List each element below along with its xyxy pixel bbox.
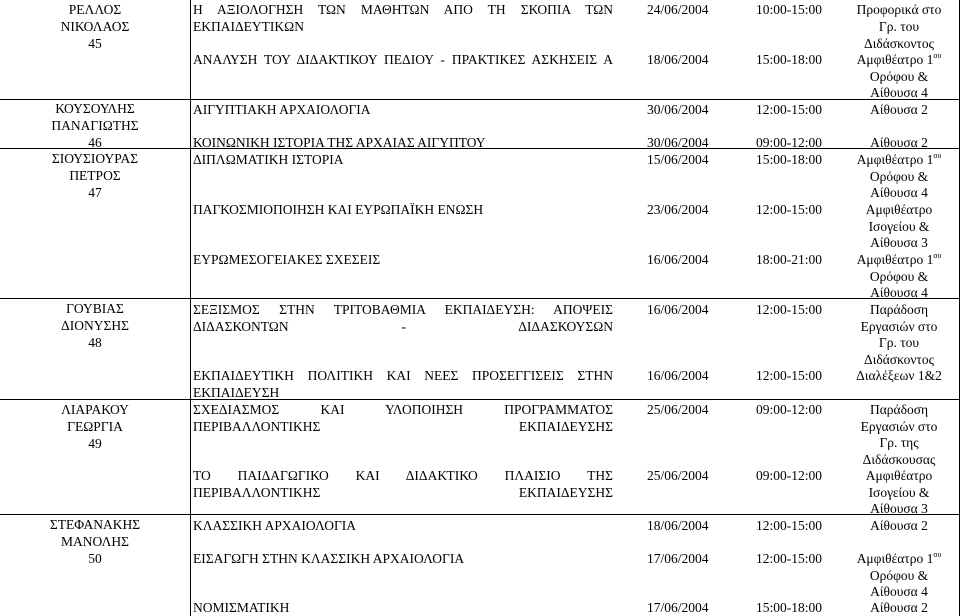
venue-line: Αίθουσα 4: [870, 285, 928, 300]
venue-line: Γρ. του: [878, 335, 920, 350]
venue-line: Αίθουσα 3: [870, 235, 928, 250]
course-title: ΠΑΓΚΟΣΜΙΟΠΟΙΗΣΗ ΚΑΙ ΕΥΡΩΠΑΪΚΗ ΕΝΩΣΗ: [193, 202, 484, 217]
exam-time: 12:00-15:00: [756, 202, 822, 217]
course-title: ΕΥΡΩΜΕΣΟΓΕΙΑΚΕΣ ΣΧΕΣΕΙΣ: [193, 252, 381, 267]
row-divider: [0, 514, 960, 515]
exam-time: 15:00-18:00: [756, 52, 822, 67]
column-divider: [190, 0, 191, 616]
student-surname: ΚΟΥΣΟΥΛΗΣ: [55, 101, 135, 116]
exam-date: 16/06/2004: [647, 368, 709, 383]
exam-date: 16/06/2004: [647, 302, 709, 317]
student-surname: ΓΟΥΒΙΑΣ: [66, 301, 124, 316]
venue-line: Αμφιθέατρο: [865, 202, 933, 217]
exam-date: 17/06/2004: [647, 600, 709, 615]
venue-line: Παράδοση: [869, 402, 929, 417]
venue-line: Ορόφου &: [869, 568, 929, 583]
exam-time: 09:00-12:00: [756, 135, 822, 150]
venue-line: Αίθουσα 4: [870, 584, 928, 599]
student-number: 45: [88, 36, 102, 51]
exam-time: 12:00-15:00: [756, 102, 822, 117]
exam-time: 12:00-15:00: [756, 368, 822, 383]
venue-line: Αίθουσα 2: [870, 600, 928, 615]
venue-line: Γρ. της: [879, 435, 919, 450]
course-title: ΑΙΓΥΠΤΙΑΚΗ ΑΡΧΑΙΟΛΟΓΙΑ: [193, 102, 371, 117]
venue-line: Αίθουσα 3: [870, 501, 928, 516]
student-surname: ΡΕΛΛΟΣ: [68, 2, 122, 17]
exam-date: 18/06/2004: [647, 518, 709, 533]
venue-line: Διδάσκουσας: [862, 452, 936, 467]
exam-time: 12:00-15:00: [756, 302, 822, 317]
venue-line: Εργασιών στο: [860, 319, 938, 334]
exam-time: 12:00-15:00: [756, 518, 822, 533]
exam-date: 15/06/2004: [647, 152, 709, 167]
exam-time: 15:00-18:00: [756, 152, 822, 167]
course-title: ΣΕΞΙΣΜΟΣ ΣΤΗΝ ΤΡΙΤΟΒΑΘΜΙΑ ΕΚΠΑΙΔΕΥΣΗ: ΑΠΟΨΕΙΣ ΔΙΔΑΣΚΟΝΤΩΝ - ΔΙΔΑΣΚΟΥΣΩΝ: [193, 302, 613, 334]
venue-line: Αίθουσα 4: [870, 85, 928, 100]
venue-line: Ορόφου &: [869, 69, 929, 84]
student-surname: ΣΤΕΦΑΝΑΚΗΣ: [49, 517, 141, 532]
venue-line: Ορόφου &: [869, 169, 929, 184]
exam-date: 25/06/2004: [647, 468, 709, 483]
venue-line: Αίθουσα 2: [870, 102, 928, 117]
row-divider: [0, 298, 960, 299]
exam-date: 17/06/2004: [647, 551, 709, 566]
course-title: ΕΙΣΑΓΩΓΗ ΣΤΗΝ ΚΛΑΣΣΙΚΗ ΑΡΧΑΙΟΛΟΓΙΑ: [193, 551, 465, 566]
exam-date: 30/06/2004: [647, 135, 709, 150]
student-surname: ΛΙΑΡΑΚΟΥ: [61, 402, 129, 417]
exam-time: 12:00-15:00: [756, 551, 822, 566]
student-number: 47: [88, 185, 102, 200]
student-number: 50: [88, 551, 102, 566]
course-title: ΕΚΠΑΙΔΕΥΤΙΚΗ ΠΟΛΙΤΙΚΗ ΚΑΙ ΝΕΕΣ ΠΡΟΣΕΓΓΙΣΕΙΣ ΣΤΗΝ ΕΚΠΑΙΔΕΥΣΗ: [193, 368, 613, 400]
student-number: 49: [88, 436, 102, 451]
exam-date: 25/06/2004: [647, 402, 709, 417]
student-given-name: ΜΑΝΟΛΗΣ: [60, 534, 129, 549]
student-given-name: ΓΕΩΡΓΙΑ: [67, 419, 123, 434]
exam-time: 09:00-12:00: [756, 468, 822, 483]
course-title: ΔΙΠΛΩΜΑΤΙΚΗ ΙΣΤΟΡΙΑ: [193, 152, 344, 167]
student-surname: ΣΙΟΥΣΙΟΥΡΑΣ: [51, 151, 139, 166]
exam-date: 18/06/2004: [647, 52, 709, 67]
venue-line: Διδάσκοντος: [864, 352, 934, 367]
venue-line: Αμφιθέατρο $1^{o\upsilon}$: [856, 550, 942, 566]
course-title: ΑΝΑΛΥΣΗ ΤΟΥ ΔΙΔΑΚΤΙΚΟΥ ΠΕΔΙΟΥ - ΠΡΑΚΤΙΚΕΣ ΑΣΚΗΣΕΙΣ Α: [193, 52, 613, 67]
venue-line: Ισογείου &: [868, 219, 930, 234]
course-title: ΣΧΕΔΙΑΣΜΟΣ ΚΑΙ ΥΛΟΠΟΙΗΣΗ ΠΡΟΓΡΑΜΜΑΤΟΣ ΠΕΡΙΒΑΛΛΟΝΤΙΚΗΣ ΕΚΠΑΙΔΕΥΣΗΣ: [193, 402, 613, 434]
venue-line: Αίθουσα 2: [870, 518, 928, 533]
exam-time: 10:00-15:00: [756, 2, 822, 17]
student-given-name: ΔΙΟΝΥΣΗΣ: [61, 318, 129, 333]
exam-date: 30/06/2004: [647, 102, 709, 117]
venue-line: Αμφιθέατρο $1^{o\upsilon}$: [856, 151, 942, 167]
venue-line: Αμφιθέατρο: [865, 468, 933, 483]
venue-line: Ισογείου &: [868, 485, 930, 500]
student-given-name: ΝΙΚΟΛΑΟΣ: [60, 19, 130, 34]
student-number: 48: [88, 335, 102, 350]
student-number: 46: [88, 135, 102, 150]
student-given-name: ΠΕΤΡΟΣ: [69, 168, 121, 183]
venue-line: Ορόφου &: [869, 269, 929, 284]
student-given-name: ΠΑΝΑΓΙΩΤΗΣ: [51, 118, 139, 133]
course-title: ΤΟ ΠΑΙΔΑΓΩΓΙΚΟ ΚΑΙ ΔΙΔΑΚΤΙΚΟ ΠΛΑΙΣΙΟ ΤΗΣ ΠΕΡΙΒΑΛΛΟΝΤΙΚΗΣ ΕΚΠΑΙΔΕΥΣΗΣ: [193, 468, 613, 500]
exam-time: 18:00-21:00: [756, 252, 822, 267]
venue-line: Παράδοση: [869, 302, 929, 317]
venue-line: Γρ. του: [878, 19, 920, 34]
venue-line: Αμφιθέατρο $1^{o\upsilon}$: [856, 51, 942, 67]
venue-line: Διδάσκοντος: [864, 36, 934, 51]
venue-line: Αμφιθέατρο $1^{o\upsilon}$: [856, 251, 942, 267]
exam-time: 09:00-12:00: [756, 402, 822, 417]
exam-date: 23/06/2004: [647, 202, 709, 217]
exam-date: 16/06/2004: [647, 252, 709, 267]
venue-line: Αίθουσα 4: [870, 185, 928, 200]
exam-time: 15:00-18:00: [756, 600, 822, 615]
course-title: Η ΑΞΙΟΛΟΓΗΣΗ ΤΩΝ ΜΑΘΗΤΩΝ ΑΠΟ ΤΗ ΣΚΟΠΙΑ ΤΩΝ ΕΚΠΑΙΔΕΥΤΙΚΩΝ: [193, 2, 613, 34]
course-title: ΝΟΜΙΣΜΑΤΙΚΗ: [193, 600, 290, 615]
venue-line: Διαλέξεων 1&2: [856, 368, 942, 383]
course-title: ΚΟΙΝΩΝΙΚΗ ΙΣΤΟΡΙΑ ΤΗΣ ΑΡΧΑΙΑΣ ΑΙΓΥΠΤΟΥ: [193, 135, 486, 150]
course-title: ΚΛΑΣΣΙΚΗ ΑΡΧΑΙΟΛΟΓΙΑ: [193, 518, 357, 533]
venue-line: Αίθουσα 2: [870, 135, 928, 150]
venue-line: Εργασιών στο: [860, 419, 938, 434]
venue-line: Προφορικά στο: [856, 2, 942, 17]
exam-date: 24/06/2004: [647, 2, 709, 17]
